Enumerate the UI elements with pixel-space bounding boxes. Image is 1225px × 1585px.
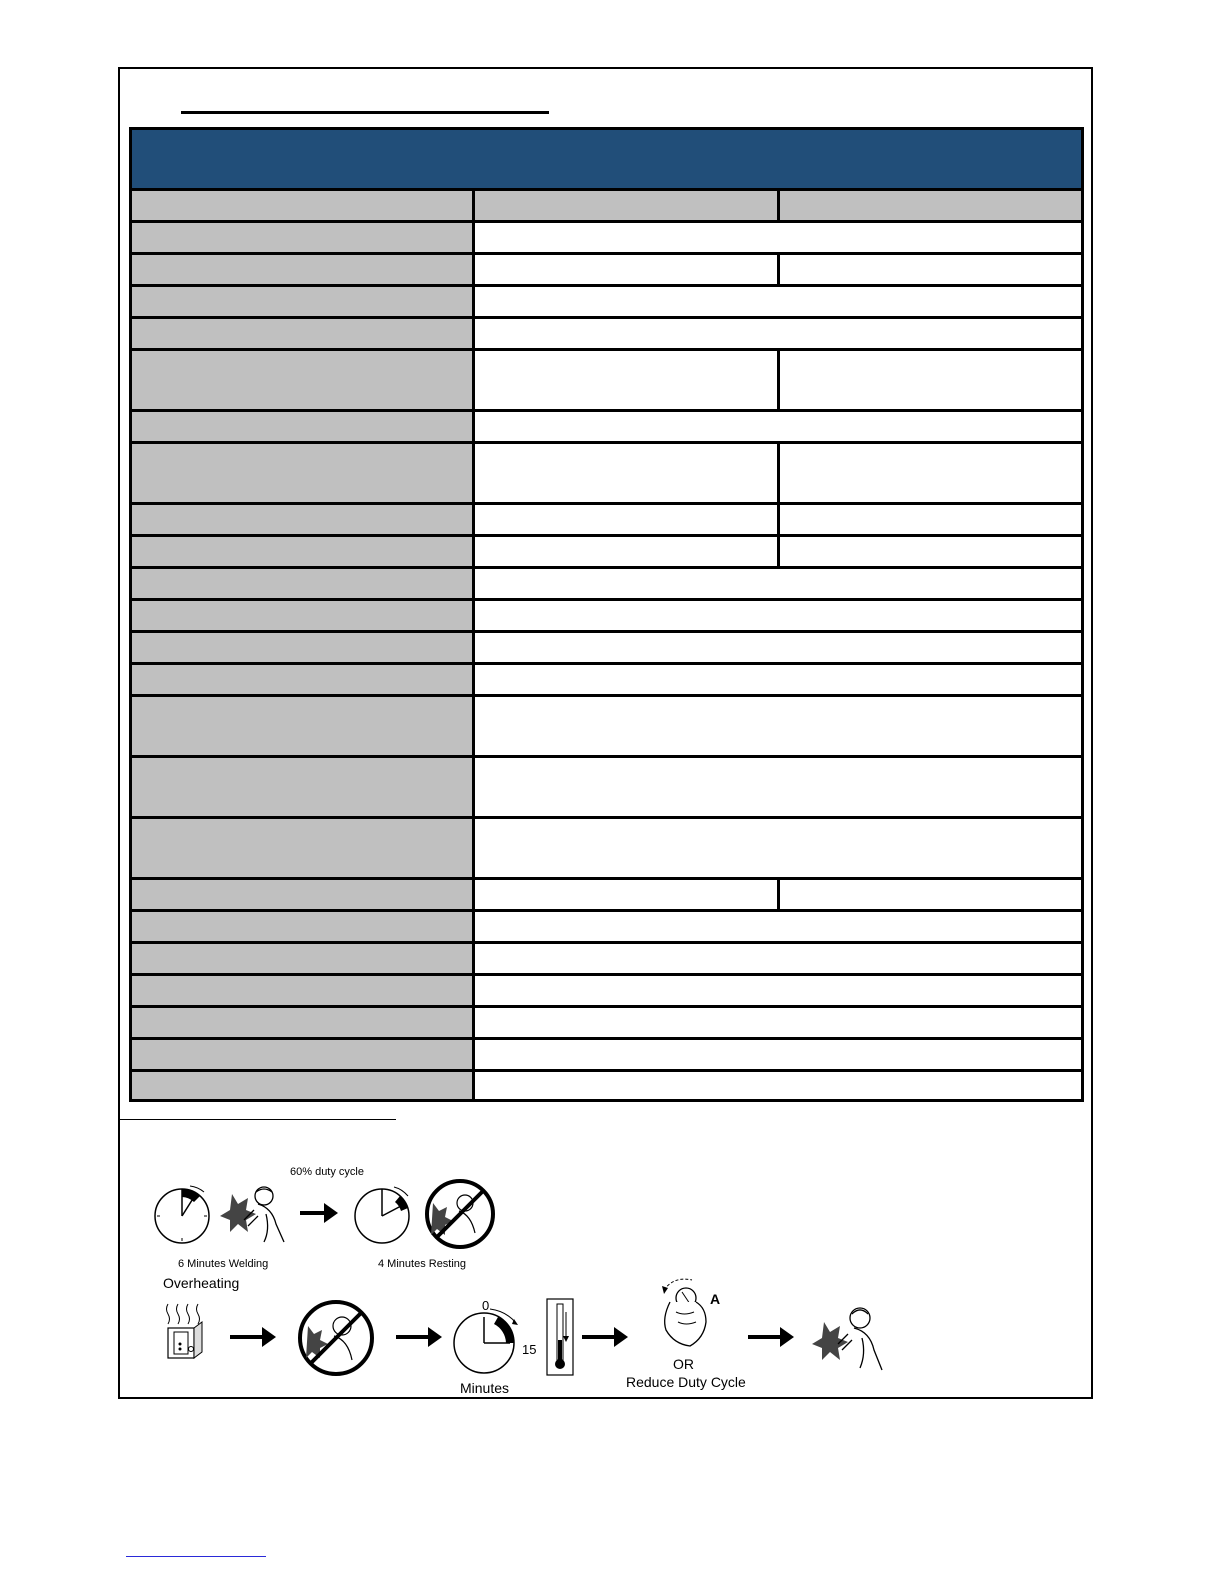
value-cell bbox=[475, 976, 1081, 1005]
arrow-right-icon bbox=[580, 1322, 632, 1352]
row-label-cell bbox=[132, 601, 475, 630]
duty-cycle-caption: 60% duty cycle bbox=[290, 1166, 364, 1178]
clock-resting-icon bbox=[350, 1180, 430, 1250]
welding-time-label: 6 Minutes Welding bbox=[178, 1258, 269, 1270]
table-row bbox=[129, 316, 1084, 351]
timer-unit-label: Minutes bbox=[460, 1380, 510, 1396]
table-row bbox=[129, 1069, 1084, 1102]
value-cell bbox=[780, 351, 1081, 409]
table-row bbox=[129, 188, 1084, 223]
title-underline bbox=[181, 111, 549, 114]
no-welding-icon bbox=[423, 1177, 498, 1252]
arrow-right-icon bbox=[394, 1322, 446, 1352]
table-row bbox=[129, 502, 1084, 537]
table-row bbox=[129, 909, 1084, 944]
value-cell bbox=[475, 944, 1081, 973]
value-cell bbox=[780, 505, 1081, 534]
value-cell bbox=[475, 633, 1081, 662]
value-cell bbox=[475, 1040, 1081, 1069]
value-cell bbox=[475, 665, 1081, 694]
row-label-cell bbox=[132, 1040, 475, 1069]
row-label-cell bbox=[132, 665, 475, 694]
value-cell bbox=[780, 537, 1081, 566]
row-label-cell bbox=[132, 976, 475, 1005]
row-label-cell bbox=[132, 1072, 475, 1099]
table-row bbox=[129, 534, 1084, 569]
table-row bbox=[129, 941, 1084, 976]
table-row bbox=[129, 973, 1084, 1008]
value-cell bbox=[475, 569, 1081, 598]
row-label-cell bbox=[132, 255, 475, 284]
table-row bbox=[129, 566, 1084, 601]
table-row bbox=[129, 284, 1084, 319]
row-label-cell bbox=[132, 569, 475, 598]
table-row bbox=[129, 348, 1084, 412]
row-label-cell bbox=[132, 697, 475, 755]
value-cell bbox=[475, 255, 780, 284]
value-cell bbox=[780, 191, 1081, 220]
row-label-cell bbox=[132, 412, 475, 441]
value-cell bbox=[475, 880, 780, 909]
thermometer-icon bbox=[546, 1298, 574, 1378]
knob-label: A bbox=[710, 1291, 721, 1307]
value-cell bbox=[475, 1008, 1081, 1037]
value-cell bbox=[475, 223, 1081, 252]
value-cell bbox=[475, 819, 1081, 877]
row-label-cell bbox=[132, 912, 475, 941]
table-row bbox=[129, 1005, 1084, 1040]
value-cell bbox=[475, 191, 780, 220]
table-row bbox=[129, 598, 1084, 633]
table-row bbox=[129, 755, 1084, 819]
value-cell bbox=[780, 444, 1081, 502]
row-label-cell bbox=[132, 287, 475, 316]
table-row bbox=[129, 816, 1084, 880]
row-label-cell bbox=[132, 944, 475, 973]
row-label-cell bbox=[132, 1008, 475, 1037]
timer-end-label: 15 bbox=[522, 1342, 537, 1357]
resting-time-label: 4 Minutes Resting bbox=[378, 1258, 467, 1270]
value-cell bbox=[475, 505, 780, 534]
table-row bbox=[129, 252, 1084, 287]
table-row bbox=[129, 409, 1084, 444]
welder-icon bbox=[812, 1300, 888, 1372]
value-cell bbox=[475, 912, 1081, 941]
reduce-duty-cycle-label: Reduce Duty Cycle bbox=[626, 1374, 746, 1390]
row-label-cell bbox=[132, 633, 475, 662]
value-cell bbox=[780, 880, 1081, 909]
value-cell bbox=[475, 319, 1081, 348]
table-row bbox=[129, 441, 1084, 505]
spec-table-header bbox=[129, 127, 1084, 191]
row-label-cell bbox=[132, 191, 475, 220]
row-label-cell bbox=[132, 758, 475, 816]
value-cell bbox=[475, 758, 1081, 816]
row-label-cell bbox=[132, 223, 475, 252]
value-cell bbox=[780, 255, 1081, 284]
value-cell bbox=[475, 351, 780, 409]
welder-icon bbox=[218, 1180, 293, 1250]
row-label-cell bbox=[132, 505, 475, 534]
no-welding-icon bbox=[296, 1298, 378, 1380]
overheating-heading: Overheating bbox=[163, 1275, 240, 1291]
current-knob-icon bbox=[656, 1272, 716, 1354]
value-cell bbox=[475, 537, 780, 566]
hot-machine-icon bbox=[160, 1300, 210, 1362]
row-label-cell bbox=[132, 880, 475, 909]
row-label-cell bbox=[132, 444, 475, 502]
row-label-cell bbox=[132, 319, 475, 348]
value-cell bbox=[475, 412, 1081, 441]
cooling-timer-icon bbox=[452, 1305, 532, 1385]
value-cell bbox=[475, 601, 1081, 630]
timer-start-label: 0 bbox=[482, 1298, 490, 1313]
arrow-right-icon bbox=[228, 1322, 280, 1352]
row-label-cell bbox=[132, 819, 475, 877]
table-row bbox=[129, 1037, 1084, 1072]
table-row bbox=[129, 694, 1084, 758]
value-cell bbox=[475, 1072, 1081, 1099]
value-cell bbox=[475, 444, 780, 502]
table-row bbox=[129, 630, 1084, 665]
row-label-cell bbox=[132, 537, 475, 566]
value-cell bbox=[475, 287, 1081, 316]
footer-link-underline[interactable] bbox=[126, 1556, 266, 1557]
table-row bbox=[129, 662, 1084, 697]
row-label-cell bbox=[132, 351, 475, 409]
arrow-right-icon bbox=[298, 1198, 342, 1228]
table-row bbox=[129, 220, 1084, 255]
table-row bbox=[129, 877, 1084, 912]
arrow-right-icon bbox=[746, 1322, 798, 1352]
value-cell bbox=[475, 697, 1081, 755]
or-label: OR bbox=[673, 1356, 694, 1372]
section-heading-rule bbox=[120, 1119, 396, 1120]
